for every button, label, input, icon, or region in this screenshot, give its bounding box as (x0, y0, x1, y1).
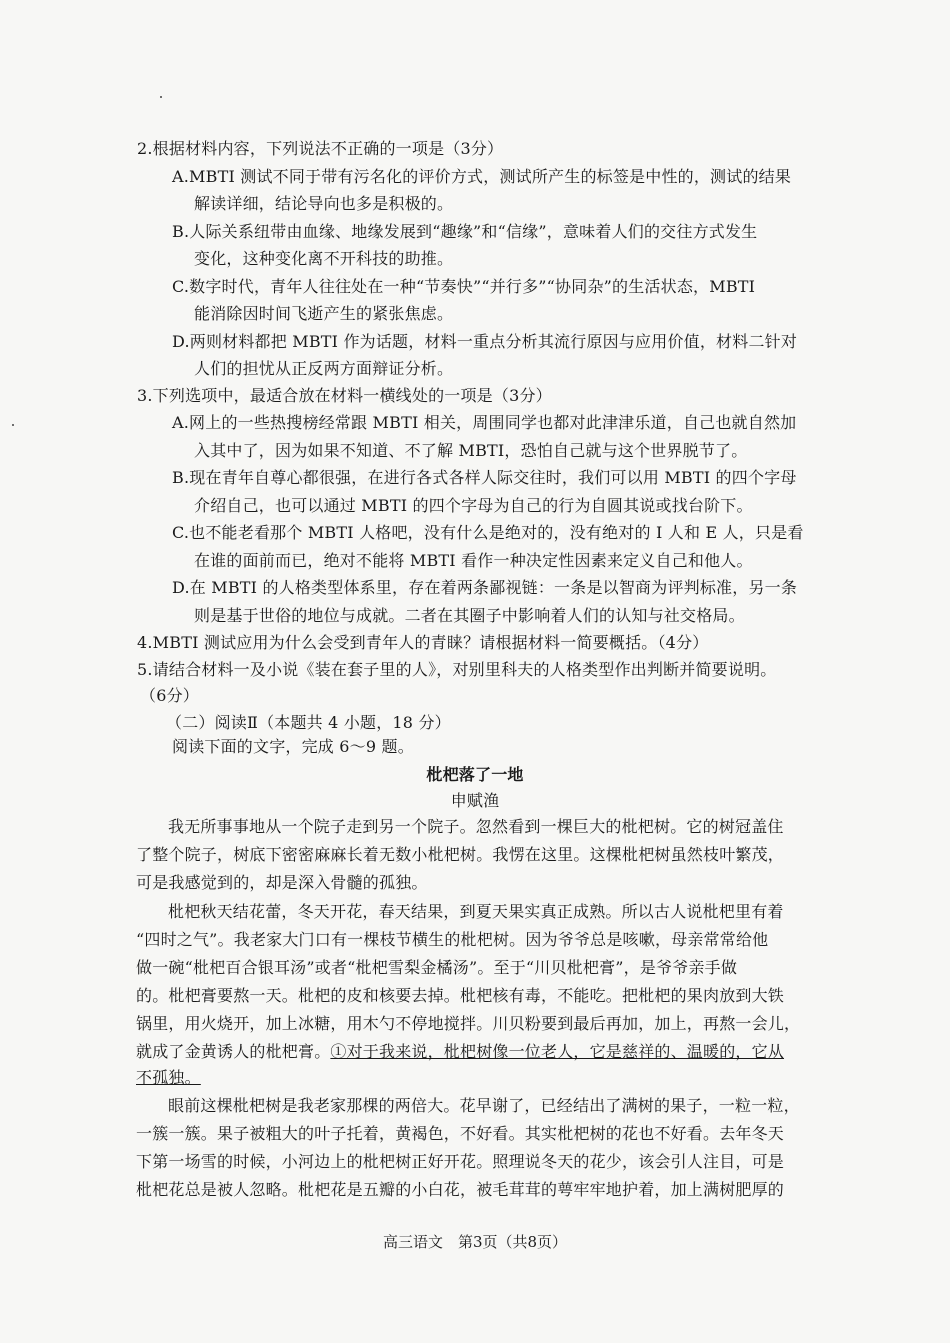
article-paragraph-line-mixed (136, 1042, 784, 1062)
question-3-option-c-cont: 在谁的面前而已，绝对不能将 MBTI 看作一种决定性因素来定义自己和他人。 (194, 551, 753, 570)
question-3-stem: 3.下列选项中，最适合放在材料一横线处的一项是（3分） (137, 386, 552, 405)
article-paragraph-line: 的。枇杷膏要熬一天。枇杷的皮和核要去掉。枇杷核有毒，不能吃。把枇杷的果肉放到大铁 (136, 986, 785, 1005)
section-instruction: 阅读下面的文字，完成 6～9 题。 (172, 737, 414, 756)
question-3-option-a-cont: 入其中了，因为如果不知道、不了解 MBTI，恐怕自己就与这个世界脱节了。 (194, 441, 748, 460)
question-2-option-d-cont: 人们的担忧从正反两方面辩证分析。 (194, 359, 454, 378)
section-heading: （二）阅读Ⅱ（本题共 4 小题，18 分） (166, 713, 451, 732)
question-3-option-d: D.在 MBTI 的人格类型体系里，存在着两条鄙视链：一条是以智商为评判标准，另一条 (172, 578, 798, 597)
underlined-sentence-1: ①对于我来说，枇杷树像一位老人，它是慈祥的、温暖的，它从 (330, 1042, 785, 1061)
article-title: 枇杷落了一地 (426, 765, 524, 784)
question-3-option-c: C.也不能老看那个 MBTI 人格吧，没有什么是绝对的，没有绝对的 I 人和 E 人，只是看 (172, 523, 804, 542)
question-5-score: （6分） (140, 686, 199, 705)
question-2-option-a: A.MBTI 测试不同于带有污名化的评价方式，测试所产生的标签是中性的，测试的结果 (172, 167, 792, 186)
question-3-option-a: A.网上的一些热搜榜经常跟 MBTI 相关，周围同学也都对此津津乐道，自己也就自然加 (172, 413, 797, 432)
article-paragraph-line: 一簇一簇。果子被粗大的叶子托着，黄褐色，不好看。其实枇杷树的花也不好看。去年冬天 (136, 1124, 785, 1143)
question-2-option-c: C.数字时代，青年人往往处在一种“节奏快”“并行多”“协同杂”的生活状态，MBTI (172, 277, 756, 296)
scan-speck (12, 424, 14, 426)
article-paragraph-line: 眼前这棵枇杷树是我老家那棵的两倍大。花早谢了，已经结出了满树的果子，一粒一粒， (168, 1096, 800, 1115)
article-paragraph-line: 枇杷秋天结花蕾，冬天开花，春天结果，到夏天果实真正成熟。所以古人说枇杷里有着 (168, 902, 784, 921)
article-paragraph-line: 我无所事事地从一个院子走到另一个院子。忽然看到一棵巨大的枇杷树。它的树冠盖住 (168, 817, 784, 836)
underlined-sentence-1-end: 不孤独。 (136, 1068, 201, 1087)
question-3-option-b: B.现在青年自尊心都很强，在进行各式各样人际交往时，我们可以用 MBTI 的四个字母 (172, 468, 797, 487)
article-paragraph-line: 了整个院子，树底下密密麻麻长着无数小枇杷树。我愣在这里。这棵枇杷树虽然枝叶繁茂， (136, 845, 785, 864)
question-2-option-b: B.人际关系纽带由血缘、地缘发展到“趣缘”和“信缘”，意味着人们的交往方式发生 (172, 222, 758, 241)
article-paragraph-line: 下第一场雪的时候，小河边上的枇杷树正好开花。照理说冬天的花少，该会引人注目，可是 (136, 1152, 785, 1171)
question-2-option-b-cont: 变化，这种变化离不开科技的助推。 (194, 249, 454, 268)
question-5: 5.请结合材料一及小说《装在套子里的人》，对别里科夫的人格类型作出判断并简要说明。 (137, 660, 777, 679)
article-paragraph-line: 锅里，用火烧开，加上冰糖，用木勺不停地搅拌。川贝粉要到最后再加，加上，再熬一会儿， (136, 1014, 801, 1033)
article-paragraph-line: 可是我感觉到的，却是深入骨髓的孤独。 (136, 873, 428, 892)
article-paragraph-line: 枇杷花总是被人忽略。枇杷花是五瓣的小白花，被毛茸茸的萼牢牢地护着，加上满树肥厚的 (136, 1180, 785, 1199)
question-2-option-c-cont: 能消除因时间飞逝产生的紧张焦虑。 (194, 304, 454, 323)
page-footer: 高三语文 第3页（共8页） (382, 1233, 568, 1251)
question-2-option-d: D.两则材料都把 MBTI 作为话题，材料一重点分析其流行原因与应用价值，材料二针对 (172, 332, 798, 351)
scan-speck (160, 96, 162, 98)
question-2-option-a-cont: 解读详细，结论导向也多是积极的。 (194, 194, 454, 213)
article-paragraph-line: 做一碗“枇杷百合银耳汤”或者“枇杷雪梨金橘汤”。至于“川贝枇杷膏”，是爷爷亲手做 (136, 958, 738, 977)
question-4: 4.MBTI 测试应用为什么会受到青年人的青睐？请根据材料一简要概括。（4分） (137, 633, 709, 652)
article-author: 申赋渔 (450, 791, 500, 810)
question-3-option-b-cont: 介绍自己，也可以通过 MBTI 的四个字母为自己的行为自圆其说或找台阶下。 (194, 496, 753, 515)
question-2-stem: 2.根据材料内容，下列说法不正确的一项是（3分） (137, 139, 504, 158)
article-plain-text: 就成了金黄诱人的枇杷膏。 (136, 1042, 331, 1061)
question-3-option-d-cont: 则是基于世俗的地位与成就。二者在其圈子中影响着人们的认知与社交格局。 (194, 606, 745, 625)
article-paragraph-line: “四时之气”。我老家大门口有一棵枝节横生的枇杷树。因为爷爷总是咳嗽，母亲常常给他 (136, 930, 769, 949)
